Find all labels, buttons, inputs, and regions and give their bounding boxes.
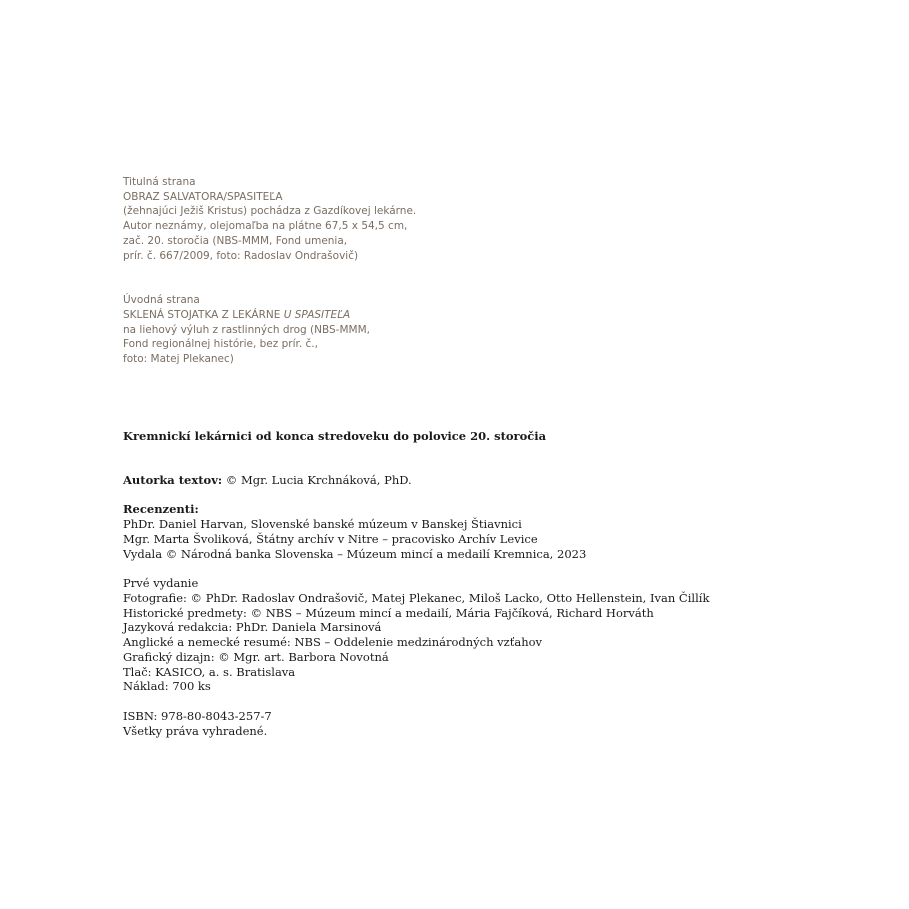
intro-page-line: foto: Matej Plekanec) [123, 353, 234, 366]
author-value: © Mgr. Lucia Krchnáková, PhD. [222, 472, 412, 487]
edition-line: Náklad: 700 ks [123, 679, 211, 694]
edition-line: Jazyková redakcia: PhDr. Daniela Marsinová [123, 620, 382, 635]
intro-page-title-prefix: SKLENÁ STOJATKA Z LEKÁRNE [123, 308, 284, 321]
book-title: Kremnickí lekárnici od konca stredoveku do polovice 20. storočia [123, 429, 547, 443]
image-captions [123, 175, 483, 367]
intro-page-title-italic: U SPASITEĽA [283, 308, 351, 321]
reviewer-line: Mgr. Marta Švoliková, Štátny archív v Nitre – pracovisko Archív Levice [123, 531, 538, 546]
intro-page-line: Fond regionálnej histórie, bez prír. č., [123, 338, 318, 351]
front-cover-caption [123, 175, 483, 263]
front-cover-line: prír. č. 667/2009, foto: Radoslav Ondrašovič) [123, 249, 359, 262]
front-cover-line: Autor neznámy, olejomaľba na plátne 67,5 x 54,5 cm, [123, 220, 408, 233]
reviewer-line: PhDr. Daniel Harvan, Slovenské banské múzeum v Banskej Štiavnici [123, 517, 522, 531]
edition-line: Anglické a nemecké resumé: NBS – Oddelenie medzinárodných vzťahov [123, 635, 543, 649]
intro-page-title [123, 308, 483, 323]
edition-line: Prvé vydanie [123, 576, 199, 590]
intro-page-caption [123, 293, 483, 367]
front-cover-heading: Titulná strana [123, 176, 196, 188]
front-cover-line: zač. 20. storočia (NBS-MMM, Fond umenia, [123, 234, 348, 247]
imprint-credits [123, 429, 823, 738]
edition-line: Historické predmety: © NBS – Múzeum mincí a medailí, Mária Fajčíková, Richard Horváth [123, 605, 654, 620]
front-cover-line: (žehnajúci Ježiš Kristus) pochádza z Gazdíkovej lekárne. [123, 205, 417, 218]
edition-line: Tlač: KASICO, a. s. Bratislava [123, 664, 296, 679]
edition-line: Fotografie: © PhDr. Radoslav Ondrašovič, Matej Plekanec, Miloš Lacko, Otto Hellenstein, Ivan Čillík [123, 590, 710, 605]
publisher-line: Vydala © Národná banka Slovenska – Múzeum mincí a medailí Kremnica, 2023 [123, 546, 587, 561]
edition-line: Grafický dizajn: © Mgr. art. Barbora Novotná [123, 649, 389, 664]
rights-line: Všetky práva vyhradené. [123, 723, 268, 738]
front-cover-title: OBRAZ SALVATORA/SPASITEĽA [123, 190, 283, 203]
intro-page-line: na liehový výluh z rastlinných drog (NBS-MMM, [123, 323, 370, 336]
isbn-line: ISBN: 978-80-8043-257-7 [123, 708, 272, 723]
author-line [123, 473, 823, 488]
author-label: Autorka textov: [123, 472, 223, 487]
reviewers-label: Recenzenti: [123, 502, 199, 517]
intro-page-heading: Úvodná strana [123, 294, 200, 307]
